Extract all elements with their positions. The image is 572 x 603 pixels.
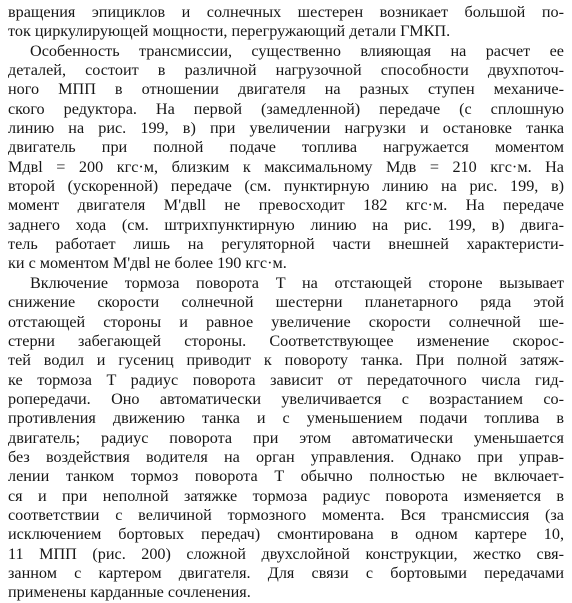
text-line: ся и при неполной затяжке тормоза радиус поворота изменяется в <box>8 486 564 505</box>
text-line: Mдвl = 200 кгс·м, близким к максимальному Mдв = 210 кгс·м. На <box>8 157 564 176</box>
paragraph <box>8 42 564 274</box>
text-line: соответствии с величиной тормозного момента. Вся трансмиссия (за <box>8 505 564 524</box>
text-line: ропередачи. Оно автоматически увеличивается с возрастанием со- <box>8 389 564 408</box>
paragraph <box>8 3 564 42</box>
text-line: противления движению танка и с уменьшением подачи топлива в <box>8 409 564 428</box>
text-line: тель работает лишь на регуляторной части внешней характеристи- <box>8 235 564 254</box>
text-line: исключением бортовых передач) смонтирована в одном картере 10, <box>8 525 564 544</box>
text-line: второй (ускоренной) передаче (см. пунктирную линию на рис. 199, в) <box>8 177 564 196</box>
text-line: ток циркулирующей мощности, перегружающий детали ГМКП. <box>8 22 451 41</box>
text-line: Включение тормоза поворота T на отстающей стороне вызывает <box>30 273 564 292</box>
text-line: ного МПП в отношении двигателя на разных ступен механиче- <box>8 80 564 99</box>
text-line: ки с моментом M'двl не более 190 кгс·м. <box>8 254 287 273</box>
text-line: 11 МПП (рис. 200) сложной двухслойной конструкции, жестко свя- <box>8 544 564 563</box>
text-line: двигатель; радиус поворота при этом автоматически уменьшается <box>8 428 564 447</box>
text-line: момент двигателя M'двll не превосходит 182 кгс·м. На передаче <box>8 196 564 215</box>
text-line: заднего хода (см. штрихпунктирную линию на рис. 199, в) двига- <box>8 215 564 234</box>
text-line: стерни забегающей стороны. Соответствующее изменение скорос- <box>8 331 564 350</box>
text-line: Особенность трансмиссии, существенно влияющая на расчет ее <box>30 41 564 60</box>
text-line: деталей, состоит в различной нагрузочной способности двухпоточ- <box>8 61 564 80</box>
text-line: двигатель при полной подаче топлива нагружается моментом <box>8 138 564 157</box>
text-line: занном с картером двигателя. Для связи с бортовыми передачами <box>8 563 564 582</box>
paragraph <box>8 274 564 603</box>
text-line: лении танком тормоз поворота T обычно полностью не включает- <box>8 467 564 486</box>
text-line: ке тормоза T радиус поворота зависит от передаточного числа гид- <box>8 370 564 389</box>
text-line: ского редуктора. На первой (замедленной) передаче (с сплошную <box>8 99 564 118</box>
text-line: снижение скорости солнечной шестерни планетарного ряда этой <box>8 293 564 312</box>
text-line: отстающей стороны и равное увеличение скорости солнечной ше- <box>8 312 564 331</box>
text-line: тей водил и гусениц приводит к повороту танка. При полной затяж- <box>8 351 564 370</box>
text-line: применены карданные сочленения. <box>8 583 251 602</box>
text-line: без воздействия водителя на орган управления. Однако при управ- <box>8 447 564 466</box>
text-line: вращения эпициклов и солнечных шестерен возникает большой по- <box>8 3 564 21</box>
text-line: линию на рис. 199, в) при увеличении нагрузки и остановке танка <box>8 119 564 138</box>
